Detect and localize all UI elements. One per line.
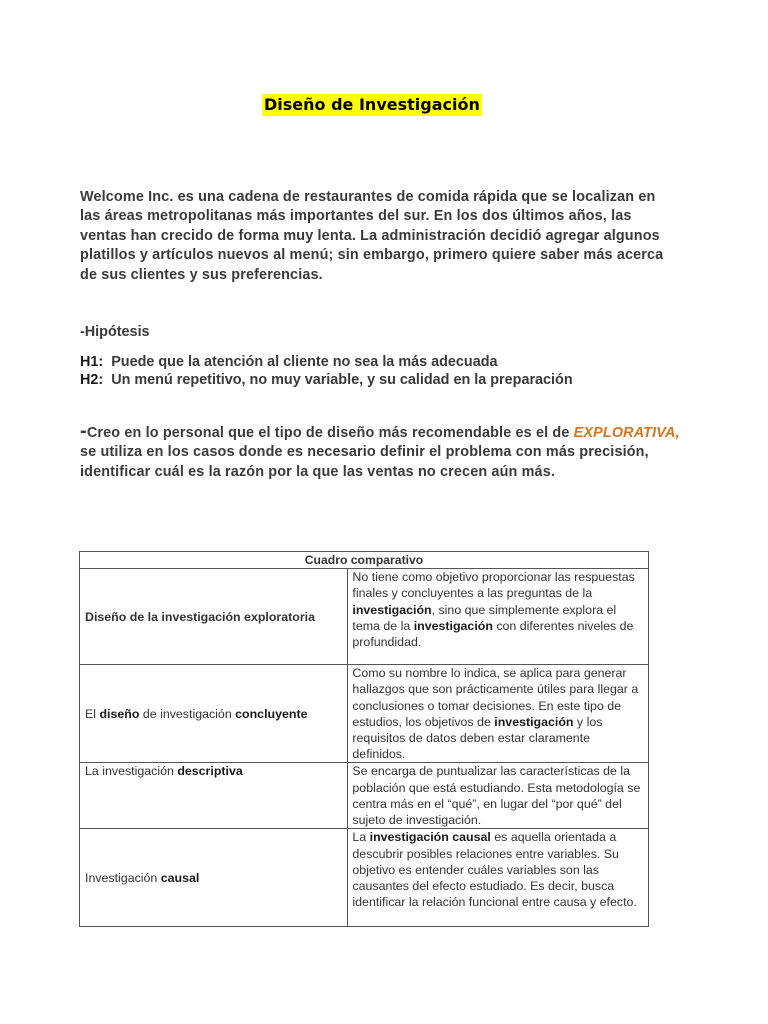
table-caption-row [80, 552, 649, 569]
row-text: , sino que simplemente explora el tema de la [352, 602, 617, 633]
hypotheses-heading: -Hipótesis [80, 324, 150, 340]
row-text: es aquella orientada a descubrir posibles relaciones entre variables. Su objetivo es entender cuáles variables son las causantes del efecto estudiado. Es decir, busca identificar la relación funcional entre causa y efecto. [352, 830, 637, 910]
row-label [80, 829, 348, 927]
row-text: Se encarga de puntualizar las características de la población que está estudiando. Esta metodología se centra más en el “qué”, en lugar del “por qué” del sujeto de investigación. [352, 764, 641, 828]
row-text-bold: investigación [352, 602, 432, 617]
row-label-text: Investigación [85, 870, 161, 885]
hypothesis-1-label: H1: [80, 354, 104, 370]
row-label [80, 763, 348, 829]
opinion-dash: - [80, 420, 87, 442]
row-text: con diferentes niveles de profundidad. [352, 618, 634, 650]
row-text-bold: investigación causal [369, 830, 491, 845]
row-text: La [352, 830, 370, 845]
opinion-paragraph [80, 420, 680, 482]
table-row [80, 665, 649, 763]
hypothesis-2-label: H2: [80, 372, 104, 388]
table-row [80, 569, 649, 665]
hypothesis-1 [80, 353, 498, 371]
row-label [80, 665, 348, 763]
table-row [80, 763, 649, 829]
row-text: Como su nombre lo indica, se aplica para generar hallazgos que son prácticamente útiles para llegar a conclusiones o tomar decisiones. En este tipo de estudios, los objetivos de [352, 666, 639, 729]
row-text: No tiene como objetivo proporcionar las respuestas finales y concluyentes a las preguntas de la [352, 570, 635, 601]
row-label-bold: concluyente [235, 706, 308, 721]
row-text-bold: investigación [494, 714, 574, 729]
hypothesis-2-text: Un menú repetitivo, no muy variable, y su calidad en la preparación [111, 372, 573, 388]
row-text-bold: investigación [413, 618, 493, 633]
opinion-rest: se utiliza en los casos donde es necesario definir el problema con más precisión, identificar cuál es la razón por la que las ventas no crecen aún más. [80, 444, 649, 480]
row-label-bold: diseño [99, 706, 140, 721]
row-text: y los requisitos de datos deben estar claramente definidos. [352, 714, 603, 762]
row-label-text: El [85, 706, 100, 721]
row-description [348, 829, 649, 927]
intro-paragraph: Welcome Inc. es una cadena de restaurantes de comida rápida que se localizan en las áreas metropolitanas más importantes del sur. En los dos últimos años, las ventas han crecido de forma muy lenta. La administración decidió agregar algunos platillos y artículos nuevos al menú; sin embargo, primero quiere saber más acerca de sus clientes y sus preferencias. [80, 189, 664, 283]
table-caption: Cuadro comparativo [80, 552, 649, 569]
table-row [80, 829, 649, 927]
row-label-bold: Diseño de la investigación exploratoria [85, 609, 315, 624]
comparison-table [79, 551, 649, 927]
hypothesis-1-text: Puede que la atención al cliente no sea la más adecuada [111, 354, 498, 370]
document-title: Diseño de Investigación [264, 95, 480, 114]
opinion-lead: Creo en lo personal que el tipo de diseño más recomendable es el de [86, 425, 574, 441]
design-type-highlight: EXPLORATIVA, [573, 425, 680, 441]
row-description [348, 665, 649, 763]
row-label [80, 569, 348, 665]
hypothesis-2 [80, 371, 573, 389]
row-description [348, 569, 649, 665]
row-label-text: de investigación [139, 706, 236, 721]
row-label-text: La investigación [85, 764, 178, 779]
row-label-bold: causal [160, 870, 200, 885]
row-label-bold: descriptiva [177, 764, 243, 779]
row-description [348, 763, 649, 829]
